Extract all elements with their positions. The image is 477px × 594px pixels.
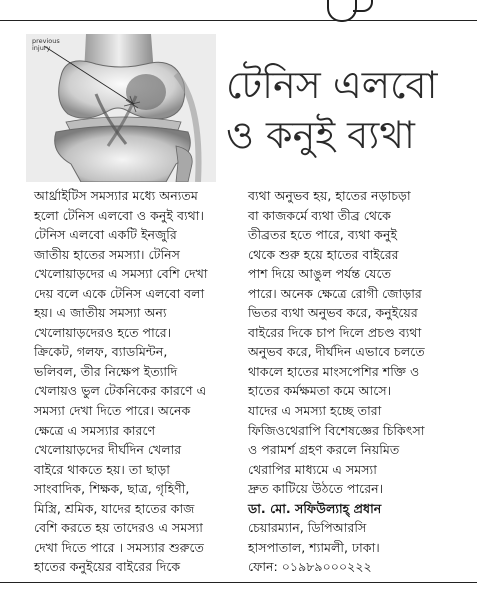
- body-line: দেয় বলে একে টেনিস এলবো বলা: [34, 285, 205, 301]
- body-line: বেশি করতে হয় তাদেরও এ সমস্যা: [34, 520, 203, 536]
- knee-joint-illustration: [26, 34, 216, 182]
- body-line: আর্থ্রাইটিস সমস্যার মধ্যে অন্যতম: [34, 188, 198, 203]
- body-line: অনুভব করে, দীর্ঘদিন এভাবে চলতে: [248, 344, 425, 360]
- article-headline: [226, 60, 466, 160]
- body-line: খেলোয়াড়দেরও হতে পারে।: [34, 324, 172, 340]
- body-line: ভিতর ব্যথা অনুভব করে, কনুইয়ের: [248, 305, 418, 321]
- body-line: জাতীয় হাতের সমস্যা। টেনিস: [34, 246, 180, 262]
- author-position: চেয়ারম্যান, ডিপিআরসি: [248, 520, 367, 536]
- body-line: হাতের কর্মক্ষমতা কমে আসে।: [248, 383, 392, 399]
- body-line: হয়। এ জাতীয় সমস্যা অন্য: [34, 305, 167, 321]
- top-border-rule: [0, 6, 477, 21]
- body-line: তীব্রতর হতে পারে, ব্যথা কনুই: [248, 227, 398, 243]
- headline-line-1: টেনিস এলবো: [226, 63, 438, 107]
- body-line: পারে। অনেক ক্ষেত্রে রোগী জোড়ার: [248, 285, 422, 301]
- body-line: খেলোয়াড়দের দীর্ঘদিন খেলার: [34, 442, 182, 458]
- body-line: খেলায়ও ভুল টেকনিকের কারণে এ: [34, 383, 207, 399]
- knee-xray-photo: [26, 34, 216, 182]
- body-line: হলো টেনিস এলবো ও কনুই ব্যথা।: [34, 207, 204, 223]
- injury-callout-label: previous injury: [32, 37, 60, 52]
- body-line: খেলোয়াড়দের এ সমস্যা বেশি দেখা: [34, 266, 208, 282]
- headline-line-2: ও কনুই ব্যথা: [226, 113, 415, 157]
- article-column-right: [248, 186, 470, 577]
- bottom-border-rule: [0, 582, 477, 583]
- body-line: থেরাপির মাধ্যমে এ সমস্যা: [248, 461, 377, 477]
- body-line: দ্রুত কাটিয়ে উঠতে পারেন।: [248, 481, 384, 497]
- body-line: বাইরে থাকতে হয়। তা ছাড়া: [34, 461, 170, 477]
- body-line: ও পরামর্শ গ্রহণ করলে নিয়মিত: [248, 442, 400, 458]
- body-line: ব্যথা অনুভব হয়, হাতের নড়াচড়া: [248, 188, 411, 203]
- author-address: হাসপাতাল, শ্যামলী, ঢাকা।: [248, 539, 380, 555]
- body-line: মিস্ত্রি, শ্রমিক, যাদের হাতের কাজ: [34, 500, 195, 516]
- body-line: ক্ষেত্রে এ সমস্যার কারণে: [34, 422, 156, 438]
- body-line: পাশ দিয়ে আঙুল পর্যন্ত যেতে: [248, 266, 392, 282]
- body-line: টেনিস এলবো একটি ইনজুরি: [34, 227, 177, 243]
- body-line: যাদের এ সমস্যা হচ্ছে তারা: [248, 403, 382, 419]
- body-line: থাকলে হাতের মাংসপেশির শক্তি ও: [248, 363, 420, 379]
- body-line: দেখা দিতে পারে । সমস্যার শুরুতে: [34, 539, 204, 555]
- body-line: ক্রিকেট, গলফ, ব্যাডমিন্টন,: [34, 344, 168, 360]
- author-name: ডা. মো. সফিউল্যাহ্ প্রধান: [248, 500, 382, 516]
- body-line: ফিজিওথেরাপি বিশেষজ্ঞের চিকিৎসা: [248, 422, 425, 438]
- body-line: বা কাজকর্মে ব্যথা তীব্র থেকে: [248, 207, 391, 223]
- body-line: ভলিবল, তীর নিক্ষেপ ইত্যাদি: [34, 363, 178, 379]
- body-line: সমস্যা দেখা দিতে পারে। অনেক: [34, 403, 191, 419]
- body-line: হাতের কনুইয়ের বাইরের দিকে: [34, 559, 181, 575]
- body-line: থেকে শুরু হয়ে হাতের বাইরের: [248, 246, 399, 262]
- body-line: বাইরের দিকে চাপ দিলে প্রচণ্ড ব্যথা: [248, 324, 422, 340]
- author-phone: ফোন: ০১৯৮৯০০০২২২: [248, 559, 372, 575]
- article-column-left: [34, 186, 246, 577]
- body-line: সাংবাদিক, শিক্ষক, ছাত্র, গৃহিণী,: [34, 481, 190, 497]
